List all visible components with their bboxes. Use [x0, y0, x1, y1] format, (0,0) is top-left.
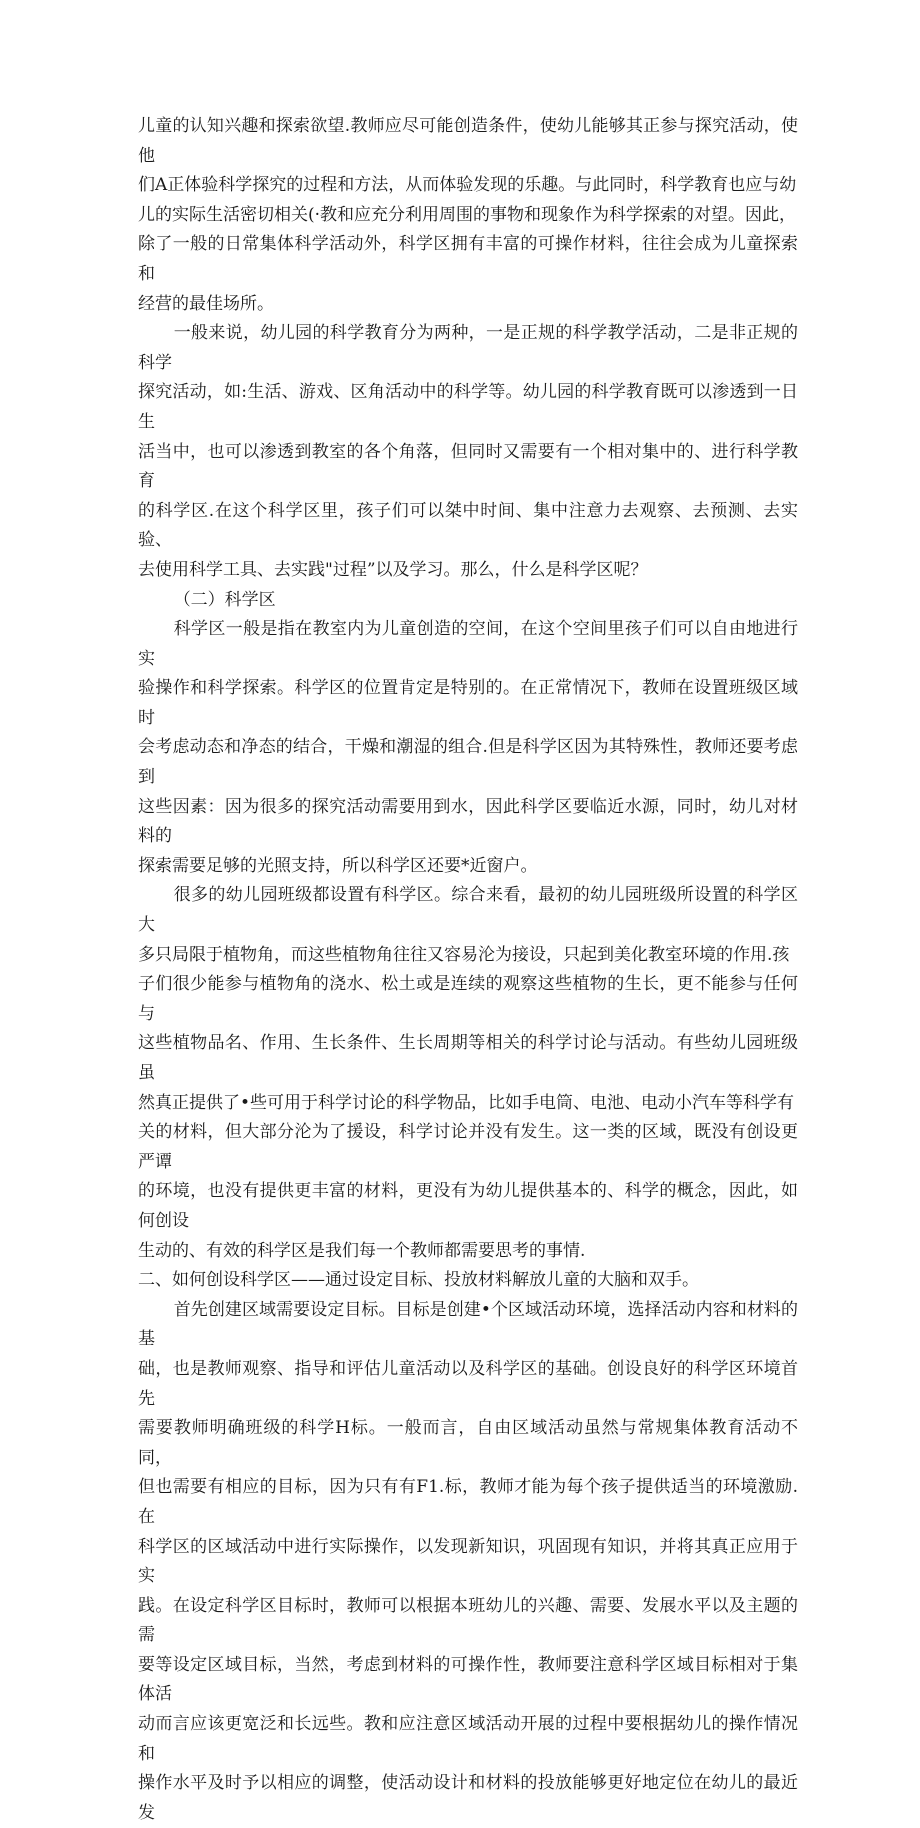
document-page	[138, 112, 798, 1828]
paragraph-science-area-status: 很多的幼儿园班级都设置有科学区。综合来看，最初的幼儿园班级所设置的科学区大 多只局限于植物角，而这些植物角往往又容易沦为接设，只起到美化教室环境的作用.孩 子们很少能参与植物角的浇水、松土或是连续的观察这些植物的生长，更不能参与任何与 这些植物品名、作用、生长条件、生长周期等相关的科学讨论与活动。有些幼儿园班级虽 然真正提供了•些可用于科学讨论的科学物品，比如手电筒、电池、电动小汽车等科学有 关的材料，但大部分沦为了援设，科学讨论并没有发生。这一类的区域，既没有创设更严谭 的环境，也没有提供更丰富的材料，更没有为幼儿提供基本的、科学的概念，因此，如何创设 生动的、有效的科学区是我们每一个教师都需要思考的事情.	[138, 885, 798, 1261]
paragraph-setting-goals: 首先创建区域需要设定目标。目标是创建•个区域活动环境，选择活动内容和材料的基 础，也是教师观察、指导和评估儿童活动以及科学区的基础。创设良好的科学区环境首先 需要教师明确班级的科学H标。一般而言，自由区域活动虽然与常规集体教育活动不同， 但也需要有相应的目标，因为只有有F1.标，教师才能为每个孩子提供适当的环境激励.在 科学区的区域活动中进行实际操作，以发现新知识，巩固现有知识，并将其真正应用于实 践。在设定科学区目标时，教师可以根据本班幼儿的兴趣、需要、发展水平以及主题的需 要等设定区域目标，当然，考虑到材料的可操作性，教师要注意科学区域目标相对于集体活 动而言应该更宽泛和长远些。教和应注意区域活动开展的过程中要根据幼儿的操作情况和 操作水平及时予以相应的调整，使活动设计和材料的投放能够更好地定位在幼儿的最近发	[138, 1299, 798, 1823]
paragraph-science-education-types: 一般来说，幼儿园的科学教育分为两种，一是正规的科学教学活动，二是非正规的科学 探究活动，如:生活、游戏、区角活动中的科学等。幼儿园的科学教育既可以渗透到一日生 活当中，也可以渗透到教室的各个角落，但同时又需要有一个相对集中的、进行科学教育 的科学区.在这个科学区里，孩子们可以桀中时间、集中注意力去观察、去预测、去实验、 去使用科学工具、去实践"过程”以及学习。那么，什么是科学区呢？	[138, 323, 798, 580]
section-heading-how-to-create: 二、如何创设科学区——通过设定目标、投放材料解放儿童的大脑和双手。	[138, 1270, 699, 1291]
paragraph-science-area-definition: 科学区一般是指在教室内为儿童创造的空间，在这个空间里孩子们可以自由地进行实 验操作和科学探索。科学区的位置肯定是特别的。在正常情况下，教师在设置班级区域时 会考虑动态和净态的结合，干燥和潮湿的组合.但是科学区因为其特殊性，教师还要考虑到 这些因素：因为很多的探究活动需要用到水，因此科学区要临近水源，同时，幼儿对材料的 探索需要足够的光照支持，所以科学区还要*近窗户。	[138, 619, 798, 876]
section-heading-science-area: （二）科学区	[173, 589, 276, 610]
paragraph-intro-continuation: 儿童的认知兴趣和探索欲望.教师应尽可能创造条件，使幼儿能够其正参与探究活动，使他 们A正体验科学探究的过程和方法，从而体验发现的乐趣。与此同时，科学教育也应与幼 儿的实际生活密切相关(·教和应充分利用周围的事物和现象作为科学探索的对望。因此， 除了一般的日常集体科学活动外，科学区拥有丰富的可操作材料，往往会成为儿童探索和 经营的最佳场所。	[138, 116, 798, 314]
